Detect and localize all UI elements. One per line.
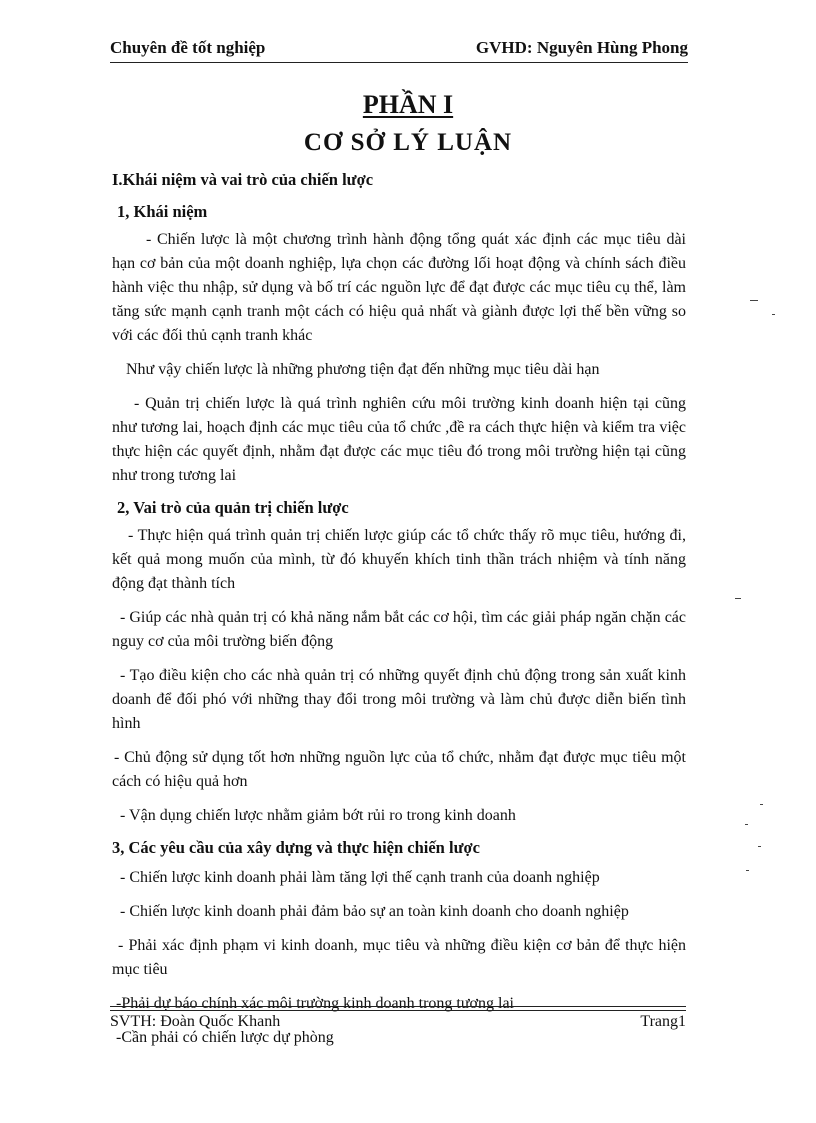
- paragraph: - Tạo điều kiện cho các nhà quản trị có những quyết định chủ động trong sản xuất kinh doanh để đối phó với những thay đổi trong môi trường và làm chủ được diễn biến tình hình: [112, 667, 686, 732]
- subsection-heading: 3, Các yêu cầu của xây dựng và thực hiện chiến lược: [112, 838, 480, 857]
- scan-speck: [750, 300, 758, 301]
- paragraph: - Giúp các nhà quản trị có khả năng nắm bắt các cơ hội, tìm các giải pháp ngăn chặn các nguy cơ của môi trường biến động: [112, 609, 686, 650]
- page-header: [110, 38, 688, 62]
- scan-speck: [760, 804, 763, 805]
- document-body: [112, 166, 686, 1050]
- scan-speck: [758, 846, 761, 847]
- part-title: CƠ SỞ LÝ LUẬN: [303, 129, 513, 156]
- paragraph: - Quản trị chiến lược là quá trình nghiên cứu môi trường kinh doanh hiện tại cũng như tương lai, hoạch định các mục tiêu của tổ chức ,đề ra cách thực hiện và kiểm tra việc thực hiện các quyết định, nhằm đạt được các mục tiêu đó trong môi trường hiện tại cũng như trong tương lai: [112, 395, 686, 484]
- scan-speck: [745, 824, 748, 825]
- footer-divider-thin: [110, 1010, 686, 1011]
- paragraph: - Vận dụng chiến lược nhằm giảm bớt rủi ro trong kinh doanh: [120, 807, 516, 824]
- subsection-heading: 1, Khái niệm: [117, 202, 208, 221]
- part-number: PHẦN I: [362, 90, 454, 119]
- scan-speck: [746, 870, 749, 871]
- paragraph: - Thực hiện quá trình quản trị chiến lược giúp các tổ chức thấy rõ mục tiêu, hướng đi, kết quả mong muốn của mình, từ đó khuyến khích tinh thần trách nhiệm và tính năng động đạt thành tích: [112, 527, 686, 592]
- paragraph: - Chiến lược kinh doanh phải đảm bảo sự an toàn kinh doanh cho doanh nghiệp: [120, 903, 629, 920]
- page-number: Trang1: [640, 1013, 686, 1030]
- paragraph: -Phải dự báo chính xác môi trường kinh doanh trong tương lai: [116, 995, 514, 1012]
- paragraph: -Cần phải có chiến lược dự phòng: [116, 1029, 334, 1046]
- paragraph: - Chiến lược kinh doanh phải làm tăng lợi thế cạnh tranh của doanh nghiệp: [120, 869, 600, 886]
- paragraph: Như vậy chiến lược là những phương tiện đạt đến những mục tiêu dài hạn: [126, 361, 600, 378]
- paragraph: - Chiến lược là một chương trình hành động tổng quát xác định các mục tiêu dài hạn cơ bản của một doanh nghiệp, lựa chọn các đường lối hoạt động và chính sách điều hành việc thu nhập, sử dụng và bố trí các nguồn lực để đạt được các mục tiêu cụ thể, làm tăng sức mạnh cạnh tranh một cách có hiệu quả nhất và giành được lợi thế bền vững so với các đối thủ cạnh tranh khác: [112, 231, 686, 344]
- footer-author: SVTH: Đoàn Quốc Khanh: [110, 1013, 281, 1030]
- paragraph: - Phải xác định phạm vi kinh doanh, mục tiêu và những điều kiện cơ bản để thực hiện mục tiêu: [112, 937, 686, 978]
- header-divider: [110, 62, 688, 63]
- footer-divider: [110, 1006, 686, 1007]
- section-heading: I.Khái niệm và vai trò của chiến lược: [112, 170, 374, 189]
- scan-speck: [772, 314, 775, 315]
- subsection-heading: 2, Vai trò của quản trị chiến lược: [117, 498, 349, 517]
- paragraph: - Chủ động sử dụng tốt hơn những nguồn lực của tổ chức, nhằm đạt được mục tiêu một cách có hiệu quả hơn: [112, 749, 686, 790]
- header-topic: Chuyên đề tốt nghiệp: [110, 38, 266, 57]
- header-advisor: GVHD: Nguyên Hùng Phong: [475, 38, 688, 57]
- scan-speck: [735, 598, 741, 599]
